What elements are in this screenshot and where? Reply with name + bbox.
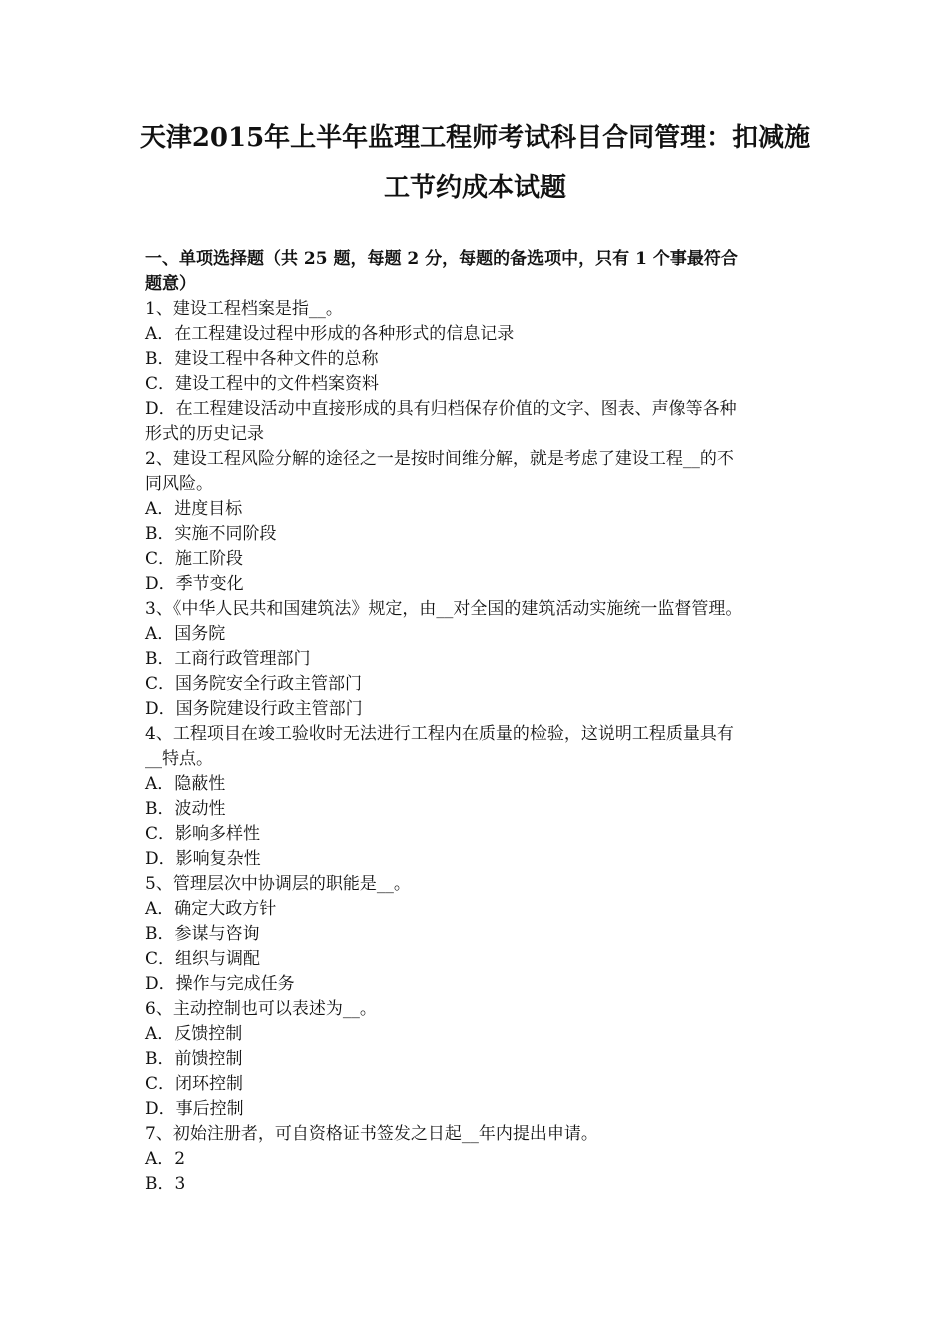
question-4-option-b: B．波动性: [145, 799, 226, 819]
question-4-option-c: C．影响多样性: [145, 824, 261, 844]
question-1-option-d: D．在工程建设活动中直接形成的具有归档保存价值的文字、图表、声像等各种: [145, 399, 737, 419]
question-2-option-a: A．进度目标: [145, 499, 243, 519]
question-4-stem: 4、工程项目在竣工验收时无法进行工程内在质量的检验，这说明工程质量具有: [145, 724, 734, 744]
question-2-option-c: C．施工阶段: [145, 549, 244, 569]
question-1-option-d-cont: 形式的历史记录: [145, 424, 264, 444]
section-heading-line-2: 题意）: [145, 274, 196, 294]
question-3-option-a: A．国务院: [145, 624, 226, 644]
question-6-option-b: B．前馈控制: [145, 1049, 243, 1069]
section-heading-line-1: 一、单项选择题（共 25 题，每题 2 分，每题的备选项中，只有 1 个事最符合: [145, 249, 738, 269]
section-heading: [145, 247, 810, 297]
question-list: [145, 297, 815, 1197]
question-7-option-a: A．2: [145, 1149, 186, 1169]
question-7-stem: 7、初始注册者，可自资格证书签发之日起__年内提出申请。: [145, 1124, 598, 1144]
question-3-option-c: C．国务院安全行政主管部门: [145, 674, 363, 694]
question-5-option-c: C．组织与调配: [145, 949, 261, 969]
question-5-option-a: A．确定大政方针: [145, 899, 277, 919]
question-1-option-c: C．建设工程中的文件档案资料: [145, 374, 380, 394]
question-5-option-d: D．操作与完成任务: [145, 974, 295, 994]
question-6-stem: 6、主动控制也可以表述为__。: [145, 999, 377, 1019]
question-6-option-c: C．闭环控制: [145, 1074, 244, 1094]
question-6-option-d: D．事后控制: [145, 1099, 244, 1119]
question-2-stem-cont: 同风险。: [145, 474, 213, 494]
question-3-option-b: B．工商行政管理部门: [145, 649, 311, 669]
document-title-line-2: 工节约成本试题: [383, 173, 566, 203]
question-4-option-a: A．隐蔽性: [145, 774, 226, 794]
question-4-stem-cont: __特点。: [145, 749, 213, 769]
question-1-option-a: A．在工程建设过程中形成的各种形式的信息记录: [145, 324, 515, 344]
question-2-stem: 2、建设工程风险分解的途径之一是按时间维分解，就是考虑了建设工程__的不: [145, 449, 734, 469]
question-3-option-d: D．国务院建设行政主管部门: [145, 699, 363, 719]
question-2-option-b: B．实施不同阶段: [145, 524, 277, 544]
document-title-line-1: 天津2015年上半年监理工程师考试科目合同管理：扣减施: [139, 123, 811, 153]
question-7-option-b: B．3: [145, 1174, 186, 1194]
question-5-stem: 5、管理层次中协调层的职能是__。: [145, 874, 411, 894]
question-1-option-b: B．建设工程中各种文件的总称: [145, 349, 379, 369]
question-6-option-a: A．反馈控制: [145, 1024, 243, 1044]
question-4-option-d: D．影响复杂性: [145, 849, 261, 869]
question-2-option-d: D．季节变化: [145, 574, 244, 594]
question-3-stem: 3、《中华人民共和国建筑法》规定，由__对全国的建筑活动实施统一监督管理。: [145, 599, 743, 619]
question-1-stem: 1、建设工程档案是指__。: [145, 299, 343, 319]
question-5-option-b: B．参谋与咨询: [145, 924, 260, 944]
